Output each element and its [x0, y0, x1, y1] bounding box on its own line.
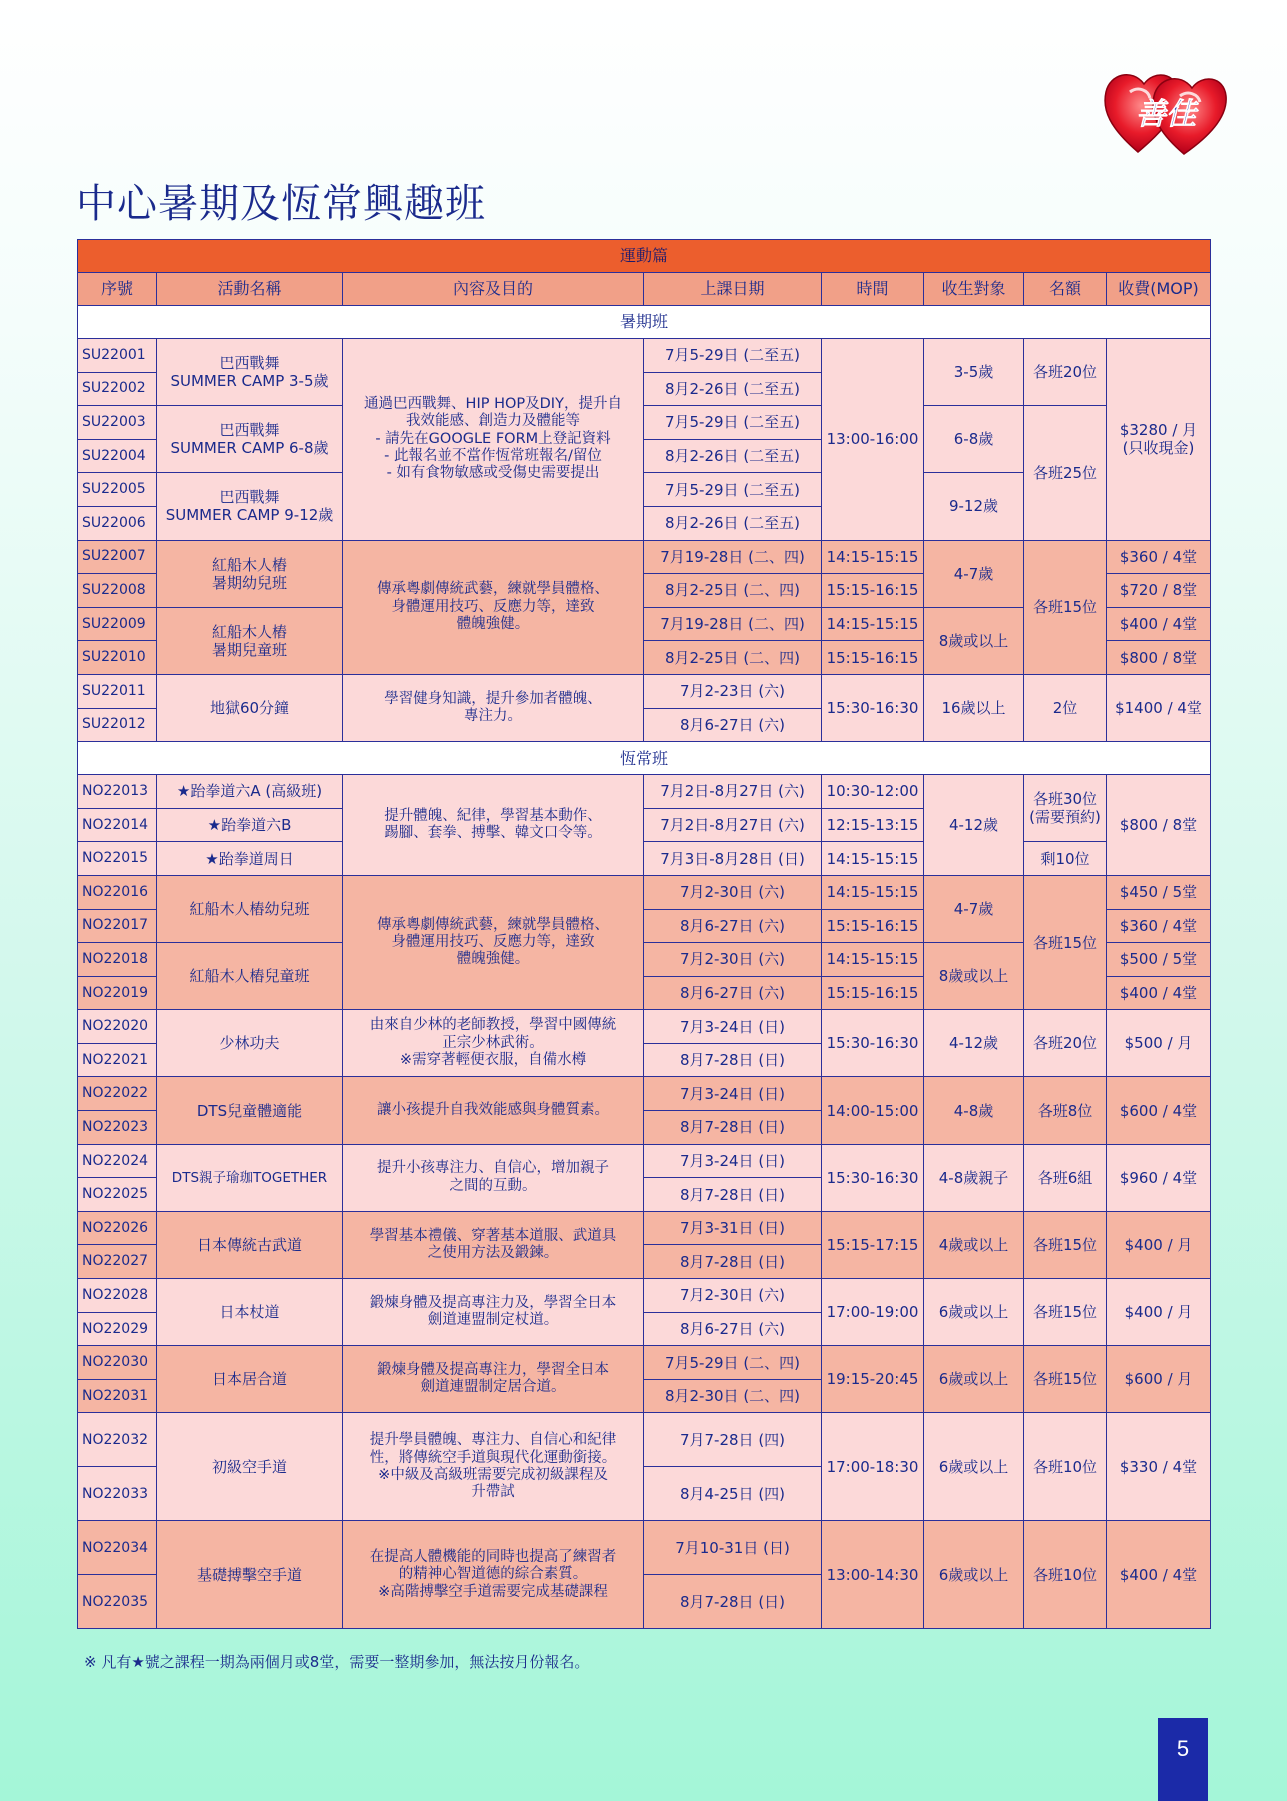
- course-age: 16歲以上: [924, 674, 1024, 741]
- course-fee: $500 / 5堂: [1107, 943, 1211, 977]
- course-description: 鍛煉身體及提高專注力及，學習全日本 劍道連盟制定杖道。: [343, 1279, 644, 1346]
- course-quota: 各班15位: [1024, 1346, 1107, 1413]
- course-fee: $1400 / 4堂: [1107, 674, 1211, 741]
- course-date: 7月5-29日 (二、四): [644, 1346, 822, 1380]
- course-quota: 剩10位: [1024, 842, 1107, 876]
- table-row: [78, 339, 1211, 373]
- course-date: 7月5-29日 (二至五): [644, 406, 822, 440]
- logo: [1100, 62, 1232, 158]
- course-date: 8月7-28日 (日): [644, 1245, 822, 1279]
- course-time: 15:30-16:30: [822, 674, 924, 741]
- course-name: 巴西戰舞 SUMMER CAMP 9-12歲: [157, 473, 343, 540]
- table-row: [78, 1211, 1211, 1245]
- course-time: 12:15-13:15: [822, 808, 924, 842]
- course-time: 14:15-15:15: [822, 607, 924, 641]
- column-header: 序號: [78, 273, 157, 306]
- course-date: 8月7-28日 (日): [644, 1111, 822, 1145]
- course-name: DTS親子瑜珈TOGETHER: [157, 1144, 343, 1211]
- course-quota: 各班15位: [1024, 875, 1107, 1009]
- course-date: 8月6-27日 (六): [644, 708, 822, 742]
- course-code: SU22007: [78, 540, 157, 574]
- course-date: 7月2-30日 (六): [644, 943, 822, 977]
- course-code: NO22033: [78, 1467, 157, 1521]
- course-code: NO22022: [78, 1077, 157, 1111]
- course-name: DTS兒童體適能: [157, 1077, 343, 1144]
- course-name: 少林功夫: [157, 1010, 343, 1077]
- course-quota: 各班6組: [1024, 1144, 1107, 1211]
- course-code: NO22027: [78, 1245, 157, 1279]
- course-time: 14:15-15:15: [822, 943, 924, 977]
- course-description: 由來自少林的老師教授，學習中國傳統 正宗少林武術。 ※需穿著輕便衣服，自備水樽: [343, 1010, 644, 1077]
- course-date: 8月6-27日 (六): [644, 976, 822, 1010]
- course-date: 7月3日-8月28日 (日): [644, 842, 822, 876]
- section-title-row: [78, 240, 1211, 273]
- table-row: [78, 540, 1211, 574]
- course-code: SU22001: [78, 339, 157, 373]
- footnote: ※ 凡有★號之課程一期為兩個月或8堂，需要一整期參加，無法按月份報名。: [84, 1653, 590, 1671]
- course-date: 8月6-27日 (六): [644, 909, 822, 943]
- course-quota: 各班8位: [1024, 1077, 1107, 1144]
- table-row: [78, 875, 1211, 909]
- course-time: 15:15-16:15: [822, 909, 924, 943]
- course-time: 15:15-16:15: [822, 641, 924, 675]
- course-age: 4-8歲: [924, 1077, 1024, 1144]
- course-date: 7月7-28日 (四): [644, 1413, 822, 1467]
- course-date: 7月3-24日 (日): [644, 1144, 822, 1178]
- column-header: 活動名稱: [157, 273, 343, 306]
- course-code: SU22002: [78, 372, 157, 406]
- course-schedule-table: [77, 239, 1211, 1629]
- course-code: NO22029: [78, 1312, 157, 1346]
- course-code: SU22011: [78, 674, 157, 708]
- course-date: 8月2-30日 (二、四): [644, 1379, 822, 1413]
- course-code: NO22034: [78, 1521, 157, 1575]
- course-code: NO22019: [78, 976, 157, 1010]
- course-code: NO22014: [78, 808, 157, 842]
- course-quota: 各班15位: [1024, 1279, 1107, 1346]
- course-date: 7月2日-8月27日 (六): [644, 808, 822, 842]
- course-age: 4-8歲親子: [924, 1144, 1024, 1211]
- course-date: 7月19-28日 (二、四): [644, 607, 822, 641]
- course-fee: $720 / 8堂: [1107, 574, 1211, 608]
- course-description: 學習基本禮儀、穿著基本道服、武道具 之使用方法及鍛鍊。: [343, 1211, 644, 1278]
- course-date: 8月7-28日 (日): [644, 1575, 822, 1629]
- course-code: NO22018: [78, 943, 157, 977]
- course-fee: $500 / 月: [1107, 1010, 1211, 1077]
- course-fee: $400 / 4堂: [1107, 607, 1211, 641]
- column-header: 收生對象: [924, 273, 1024, 306]
- table-row: [78, 1010, 1211, 1044]
- course-date: 8月2-25日 (二、四): [644, 574, 822, 608]
- course-date: 7月5-29日 (二至五): [644, 339, 822, 373]
- column-header: 時間: [822, 273, 924, 306]
- course-time: 14:00-15:00: [822, 1077, 924, 1144]
- course-date: 7月3-24日 (日): [644, 1077, 822, 1111]
- course-code: NO22028: [78, 1279, 157, 1313]
- course-name: 紅船木人樁 暑期幼兒班: [157, 540, 343, 607]
- course-date: 7月19-28日 (二、四): [644, 540, 822, 574]
- course-date: 8月4-25日 (四): [644, 1467, 822, 1521]
- course-age: 6-8歲: [924, 406, 1024, 473]
- course-name: 巴西戰舞 SUMMER CAMP 6-8歲: [157, 406, 343, 473]
- course-date: 7月2-30日 (六): [644, 875, 822, 909]
- course-date: 8月7-28日 (日): [644, 1043, 822, 1077]
- course-description: 鍛煉身體及提高專注力，學習全日本 劍道連盟制定居合道。: [343, 1346, 644, 1413]
- course-name: 日本傳統古武道: [157, 1211, 343, 1278]
- course-quota: 各班10位: [1024, 1521, 1107, 1629]
- course-time: 14:15-15:15: [822, 842, 924, 876]
- course-fee: $360 / 4堂: [1107, 540, 1211, 574]
- course-description: 提升體魄、紀律，學習基本動作、 踢腳、套拳、搏擊、韓文口令等。: [343, 775, 644, 876]
- course-time: 13:00-14:30: [822, 1521, 924, 1629]
- course-age: 8歲或以上: [924, 607, 1024, 674]
- course-fee: $800 / 8堂: [1107, 775, 1211, 876]
- course-age: 6歲或以上: [924, 1521, 1024, 1629]
- course-fee: $400 / 4堂: [1107, 1521, 1211, 1629]
- course-code: NO22026: [78, 1211, 157, 1245]
- course-description: 學習健身知識，提升參加者體魄、 專注力。: [343, 674, 644, 741]
- table-row: [78, 1413, 1211, 1467]
- course-time: 15:30-16:30: [822, 1010, 924, 1077]
- course-code: SU22009: [78, 607, 157, 641]
- course-code: NO22025: [78, 1178, 157, 1212]
- course-date: 7月2-23日 (六): [644, 674, 822, 708]
- course-age: 8歲或以上: [924, 943, 1024, 1010]
- course-date: 7月3-31日 (日): [644, 1211, 822, 1245]
- column-header: 上課日期: [644, 273, 822, 306]
- course-date: 8月7-28日 (日): [644, 1178, 822, 1212]
- course-quota: 各班15位: [1024, 1211, 1107, 1278]
- course-code: NO22035: [78, 1575, 157, 1629]
- header-row: [78, 273, 1211, 306]
- course-code: NO22017: [78, 909, 157, 943]
- course-code: NO22020: [78, 1010, 157, 1044]
- subsection-label: 暑期班: [78, 306, 1211, 339]
- course-quota: 各班10位: [1024, 1413, 1107, 1521]
- course-time: 15:15-16:15: [822, 574, 924, 608]
- course-name: 地獄60分鐘: [157, 674, 343, 741]
- course-date: 7月2-30日 (六): [644, 1279, 822, 1313]
- course-fee: $600 / 4堂: [1107, 1077, 1211, 1144]
- table-row: [78, 1521, 1211, 1575]
- course-fee: $450 / 5堂: [1107, 875, 1211, 909]
- course-code: NO22030: [78, 1346, 157, 1380]
- course-quota: 各班25位: [1024, 406, 1107, 540]
- course-date: 7月3-24日 (日): [644, 1010, 822, 1044]
- course-time: 15:30-16:30: [822, 1144, 924, 1211]
- table-row: [78, 406, 1211, 440]
- course-quota: 2位: [1024, 674, 1107, 741]
- section-title: 運動篇: [78, 240, 1211, 273]
- table-row: [78, 775, 1211, 809]
- course-description: 在提高人體機能的同時也提高了練習者 的精神心智道德的綜合素質。 ※高階搏擊空手道需要完成基礎課程: [343, 1521, 644, 1629]
- course-quota: 各班30位 (需要預約): [1024, 775, 1107, 842]
- course-code: SU22012: [78, 708, 157, 742]
- course-time: 17:00-19:00: [822, 1279, 924, 1346]
- course-date: 8月2-25日 (二、四): [644, 641, 822, 675]
- course-time: 14:15-15:15: [822, 540, 924, 574]
- course-age: 4-7歲: [924, 540, 1024, 607]
- table-row: [78, 1077, 1211, 1111]
- page-number: 5: [1158, 1718, 1208, 1801]
- course-name: ★跆拳道六B: [157, 808, 343, 842]
- course-fee: $400 / 4堂: [1107, 976, 1211, 1010]
- table-row: [78, 1279, 1211, 1313]
- course-date: 8月2-26日 (二至五): [644, 439, 822, 473]
- column-header: 內容及目的: [343, 273, 644, 306]
- course-age: 6歲或以上: [924, 1279, 1024, 1346]
- course-fee: $400 / 月: [1107, 1279, 1211, 1346]
- course-code: NO22032: [78, 1413, 157, 1467]
- course-age: 4-7歲: [924, 875, 1024, 942]
- course-name: 紅船木人樁 暑期兒童班: [157, 607, 343, 674]
- course-age: 6歲或以上: [924, 1413, 1024, 1521]
- course-name: 巴西戰舞 SUMMER CAMP 3-5歲: [157, 339, 343, 406]
- course-age: 4歲或以上: [924, 1211, 1024, 1278]
- course-code: NO22016: [78, 875, 157, 909]
- course-age: 4-12歲: [924, 775, 1024, 876]
- course-fee: $3280 / 月 (只收現金): [1107, 339, 1211, 541]
- course-description: 讓小孩提升自我效能感與身體質素。: [343, 1077, 644, 1144]
- course-fee: $960 / 4堂: [1107, 1144, 1211, 1211]
- course-name: ★跆拳道六A (高級班): [157, 775, 343, 809]
- table-row: [78, 674, 1211, 708]
- course-name: 日本居合道: [157, 1346, 343, 1413]
- course-code: SU22010: [78, 641, 157, 675]
- course-fee: $360 / 4堂: [1107, 909, 1211, 943]
- course-age: 3-5歲: [924, 339, 1024, 406]
- subsection-label: 恆常班: [78, 742, 1211, 775]
- course-description: 通過巴西戰舞、HIP HOP及DIY，提升自 我效能感、創造力及體能等 - 請先在GOOGLE FORM上登記資料 - 此報名並不當作恆常班報名/留位 - 如有食物敏感或受傷史需要提出: [343, 339, 644, 541]
- course-description: 提升小孩專注力、自信心，增加親子 之間的互動。: [343, 1144, 644, 1211]
- course-date: 7月2日-8月27日 (六): [644, 775, 822, 809]
- course-name: 紅船木人樁幼兒班: [157, 875, 343, 942]
- course-code: SU22006: [78, 506, 157, 540]
- course-fee: $400 / 月: [1107, 1211, 1211, 1278]
- course-date: 8月2-26日 (二至五): [644, 506, 822, 540]
- course-quota: 各班15位: [1024, 540, 1107, 674]
- course-description: 傳承粵劇傳統武藝，練就學員體格、 身體運用技巧、反應力等，達致 體魄強健。: [343, 875, 644, 1009]
- course-date: 8月2-26日 (二至五): [644, 372, 822, 406]
- logo-text: 善佳: [1136, 97, 1196, 132]
- table-row: [78, 1346, 1211, 1380]
- column-header: 收費(MOP): [1107, 273, 1211, 306]
- course-name: 初級空手道: [157, 1413, 343, 1521]
- course-code: NO22031: [78, 1379, 157, 1413]
- course-time: 14:15-15:15: [822, 875, 924, 909]
- page-title: 中心暑期及恆常興趣班: [76, 181, 486, 227]
- course-code: NO22013: [78, 775, 157, 809]
- course-code: SU22004: [78, 439, 157, 473]
- course-code: NO22024: [78, 1144, 157, 1178]
- course-age: 6歲或以上: [924, 1346, 1024, 1413]
- course-time: 15:15-17:15: [822, 1211, 924, 1278]
- course-time: 10:30-12:00: [822, 775, 924, 809]
- course-fee: $600 / 月: [1107, 1346, 1211, 1413]
- course-name: 基礎搏擊空手道: [157, 1521, 343, 1629]
- course-code: NO22021: [78, 1043, 157, 1077]
- course-fee: $330 / 4堂: [1107, 1413, 1211, 1521]
- course-time: 13:00-16:00: [822, 339, 924, 541]
- course-description: 傳承粵劇傳統武藝，練就學員體格、 身體運用技巧、反應力等，達致 體魄強健。: [343, 540, 644, 674]
- course-time: 19:15-20:45: [822, 1346, 924, 1413]
- subsection-row: [78, 306, 1211, 339]
- course-code: NO22023: [78, 1111, 157, 1145]
- course-date: 7月10-31日 (日): [644, 1521, 822, 1575]
- table-row: [78, 1144, 1211, 1178]
- course-time: 15:15-16:15: [822, 976, 924, 1010]
- course-code: NO22015: [78, 842, 157, 876]
- course-code: SU22003: [78, 406, 157, 440]
- course-time: 17:00-18:30: [822, 1413, 924, 1521]
- course-description: 提升學員體魄、專注力、自信心和紀律 性，將傳統空手道與現代化運動銜接。 ※中級及高級班需要完成初級課程及 升帶試: [343, 1413, 644, 1521]
- course-date: 7月5-29日 (二至五): [644, 473, 822, 507]
- course-code: SU22008: [78, 574, 157, 608]
- course-age: 9-12歲: [924, 473, 1024, 540]
- table-row: [78, 842, 1211, 876]
- course-name: ★跆拳道周日: [157, 842, 343, 876]
- course-name: 紅船木人樁兒童班: [157, 943, 343, 1010]
- course-quota: 各班20位: [1024, 1010, 1107, 1077]
- subsection-row: [78, 742, 1211, 775]
- course-code: SU22005: [78, 473, 157, 507]
- course-fee: $800 / 8堂: [1107, 641, 1211, 675]
- course-age: 4-12歲: [924, 1010, 1024, 1077]
- course-date: 8月6-27日 (六): [644, 1312, 822, 1346]
- column-header: 名額: [1024, 273, 1107, 306]
- course-name: 日本杖道: [157, 1279, 343, 1346]
- course-quota: 各班20位: [1024, 339, 1107, 406]
